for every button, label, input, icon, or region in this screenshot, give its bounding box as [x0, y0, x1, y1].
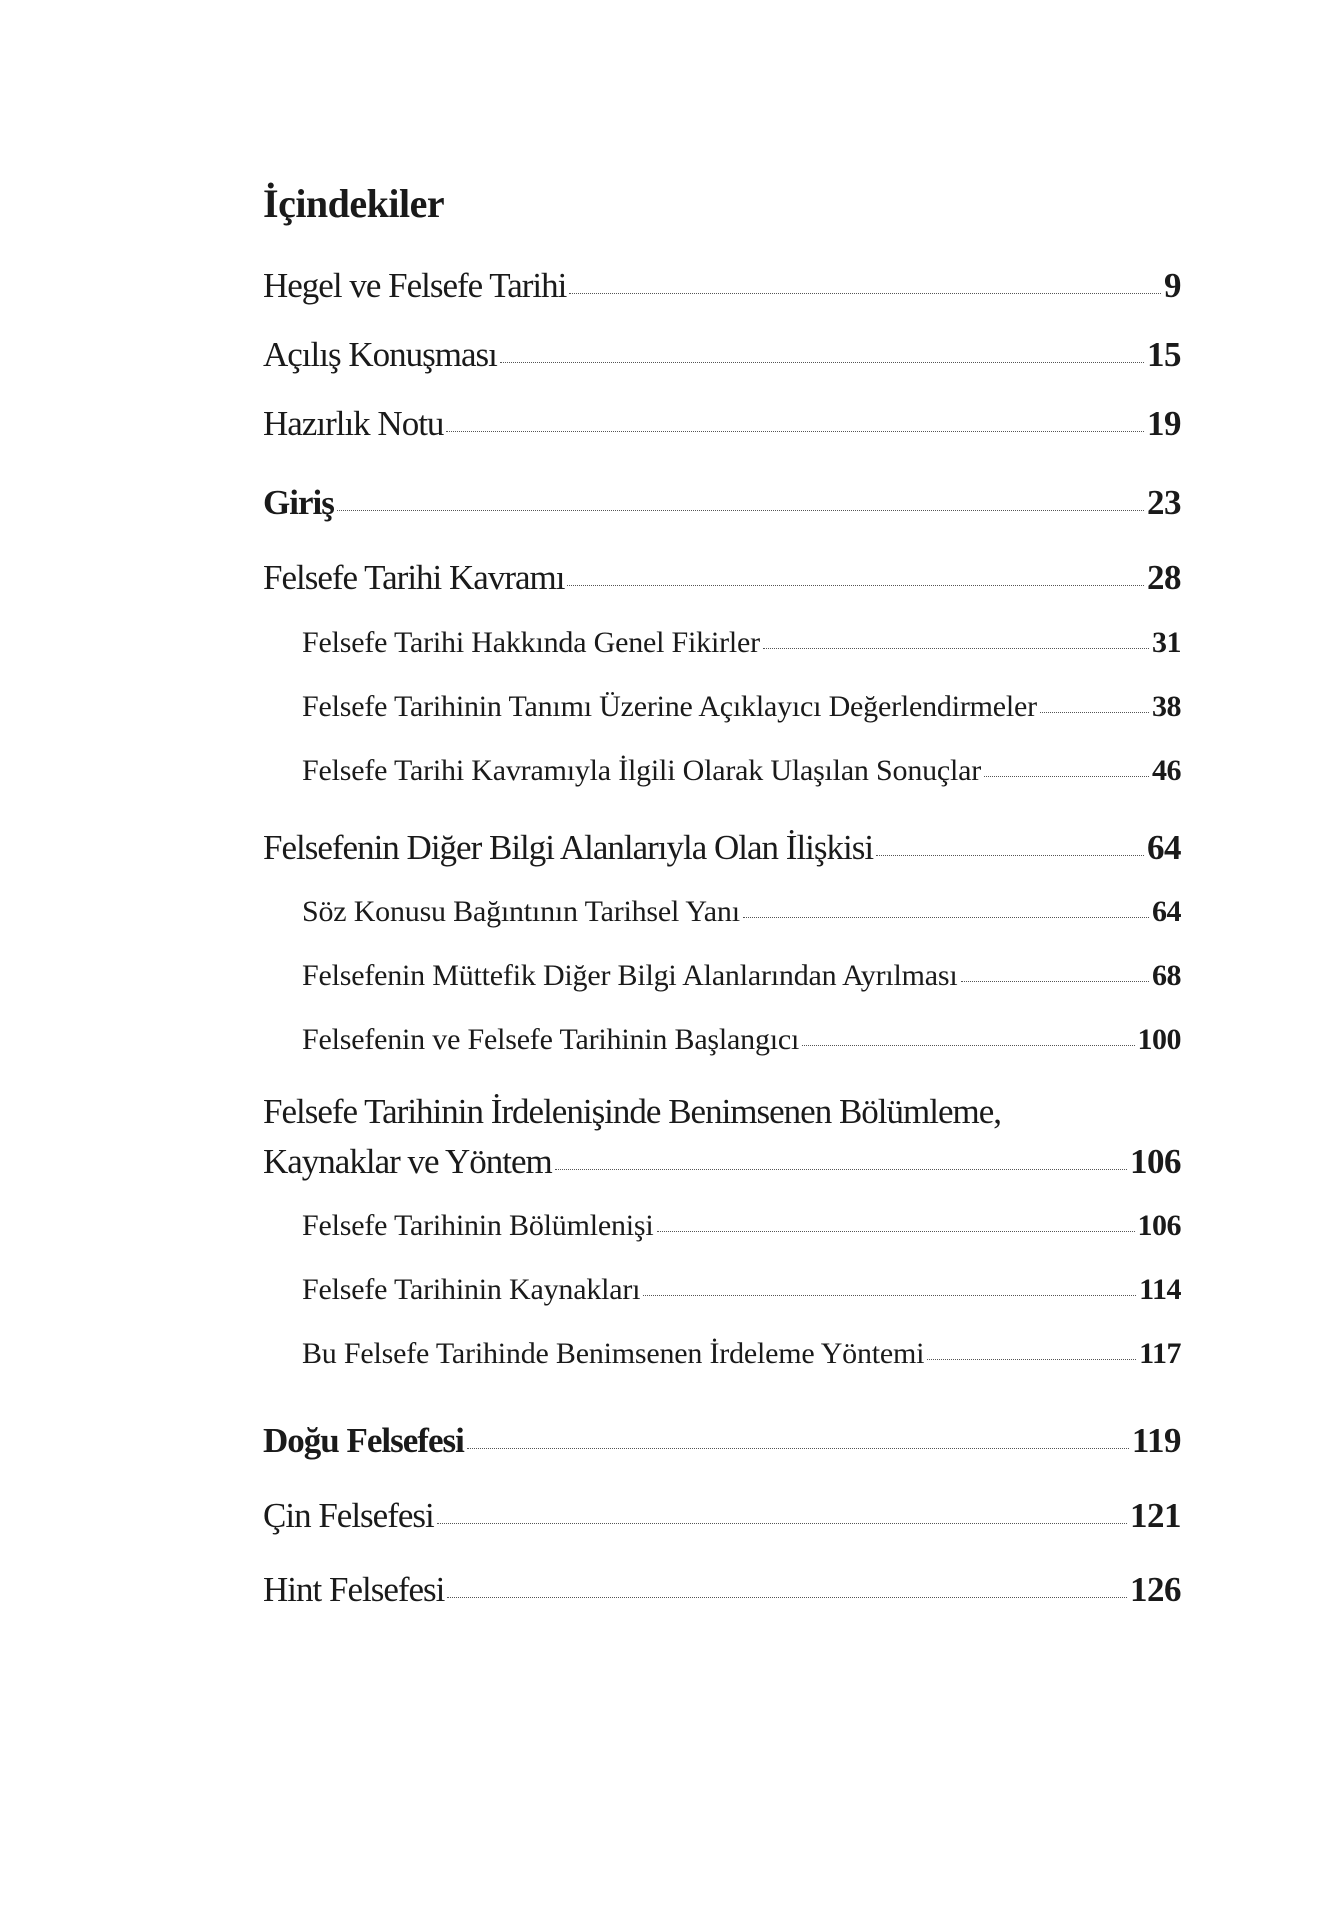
dot-leader: [500, 362, 1144, 363]
toc-entry-page: 106: [1137, 1209, 1181, 1242]
toc-entry-title: Hegel ve Felsefe Tarihi: [263, 266, 567, 305]
toc-entry-title: Felsefenin ve Felsefe Tarihinin Başlangıcı: [302, 1023, 800, 1056]
toc-entry-page: 23: [1147, 483, 1181, 522]
toc-entry-title: Bu Felsefe Tarihinde Benimsenen İrdeleme Yöntemi: [302, 1337, 925, 1370]
toc-subentry[interactable]: [302, 628, 1181, 658]
dot-leader: [657, 1231, 1135, 1232]
toc-entry-title: Felsefenin Müttefik Diğer Bilgi Alanlarından Ayrılması: [302, 959, 958, 992]
dot-leader: [743, 917, 1149, 918]
toc-subentry[interactable]: [302, 692, 1181, 722]
dot-leader: [1040, 712, 1149, 713]
toc-entry-title: Hazırlık Notu: [263, 404, 444, 443]
toc-entry-title: Felsefenin Diğer Bilgi Alanlarıyla Olan İlişkisi: [263, 828, 874, 867]
toc-entry-page: 31: [1152, 626, 1181, 659]
dot-leader: [447, 1597, 1127, 1598]
dot-leader: [337, 510, 1144, 511]
dot-leader: [555, 1169, 1127, 1170]
toc-entry-page: 28: [1147, 558, 1181, 597]
toc-entry-page: 117: [1139, 1337, 1181, 1370]
toc-subentry[interactable]: [302, 1275, 1181, 1305]
toc-entry-page: 64: [1152, 895, 1181, 928]
toc-entry-page: 114: [1139, 1273, 1181, 1306]
toc-entry-title: Felsefe Tarihinin Bölümlenişi: [302, 1209, 654, 1242]
dot-leader: [437, 1523, 1127, 1524]
toc-entry-page: 46: [1152, 754, 1181, 787]
toc-entry[interactable]: [263, 1144, 1181, 1179]
toc-subentry[interactable]: [302, 1339, 1181, 1369]
toc-entry-page: 126: [1130, 1570, 1181, 1609]
toc-entry[interactable]: [263, 406, 1181, 441]
toc-entry-title: Çin Felsefesi: [263, 1496, 434, 1535]
toc-entry-page: 121: [1130, 1496, 1181, 1535]
toc-entry[interactable]: [263, 268, 1181, 303]
toc-entry[interactable]: [263, 560, 1181, 595]
dot-leader: [927, 1359, 1136, 1360]
toc-entry-page: 64: [1147, 828, 1181, 867]
toc-entry-title: Felsefe Tarihi Kavramıyla İlgili Olarak Ulaşılan Sonuçlar: [302, 754, 982, 787]
toc-subentry[interactable]: [302, 756, 1181, 786]
dot-leader: [467, 1448, 1129, 1449]
dot-leader: [763, 648, 1149, 649]
toc-subentry[interactable]: [302, 961, 1181, 991]
toc-entry-page: 100: [1137, 1023, 1181, 1056]
toc-entry[interactable]: [263, 1572, 1181, 1607]
toc-entry-title: Giriş: [263, 483, 334, 522]
toc-entry[interactable]: [263, 1423, 1181, 1458]
toc-subentry[interactable]: [302, 1025, 1181, 1055]
dot-leader: [961, 981, 1150, 982]
toc-entry[interactable]: [263, 337, 1181, 372]
toc-entry-title: Felsefe Tarihi Hakkında Genel Fikirler: [302, 626, 760, 659]
dot-leader: [802, 1045, 1134, 1046]
toc-entry[interactable]: [263, 830, 1181, 865]
dot-leader: [643, 1295, 1136, 1296]
toc-heading: İçindekiler: [263, 181, 445, 226]
toc-entry[interactable]: [263, 1498, 1181, 1533]
toc-entry-title: Açılış Konuşması: [263, 335, 497, 374]
toc-entry[interactable]: [263, 485, 1181, 520]
dot-leader: [567, 585, 1144, 586]
toc-subentry[interactable]: [302, 1211, 1181, 1241]
toc-entry-title: Felsefe Tarihinin Tanımı Üzerine Açıklayıcı Değerlendirmeler: [302, 690, 1037, 723]
toc-entry-title: Felsefe Tarihi Kavramı: [263, 558, 565, 597]
dot-leader: [876, 855, 1144, 856]
toc-entry-page: 68: [1152, 959, 1181, 992]
dot-leader: [569, 293, 1161, 294]
toc-entry-title: Kaynaklar ve Yöntem: [263, 1142, 552, 1181]
toc-entry-page: 9: [1164, 266, 1181, 305]
toc-entry-title-line1[interactable]: Felsefe Tarihinin İrdelenişinde Benimsenen Bölümleme,: [263, 1092, 1002, 1131]
toc-entry-title: Felsefe Tarihinin Kaynakları: [302, 1273, 641, 1306]
toc-entry-page: 15: [1147, 335, 1181, 374]
toc-entry-page: 106: [1130, 1142, 1181, 1181]
dot-leader: [446, 431, 1144, 432]
dot-leader: [984, 776, 1149, 777]
toc-entry-page: 38: [1152, 690, 1181, 723]
toc-subentry[interactable]: [302, 897, 1181, 927]
toc-entry-title: Söz Konusu Bağıntının Tarihsel Yanı: [302, 895, 740, 928]
toc-entry-title: Hint Felsefesi: [263, 1570, 445, 1609]
toc-entry-page: 119: [1131, 1421, 1181, 1460]
toc-entry-page: 19: [1147, 404, 1181, 443]
toc-entry-title: Doğu Felsefesi: [263, 1421, 464, 1460]
